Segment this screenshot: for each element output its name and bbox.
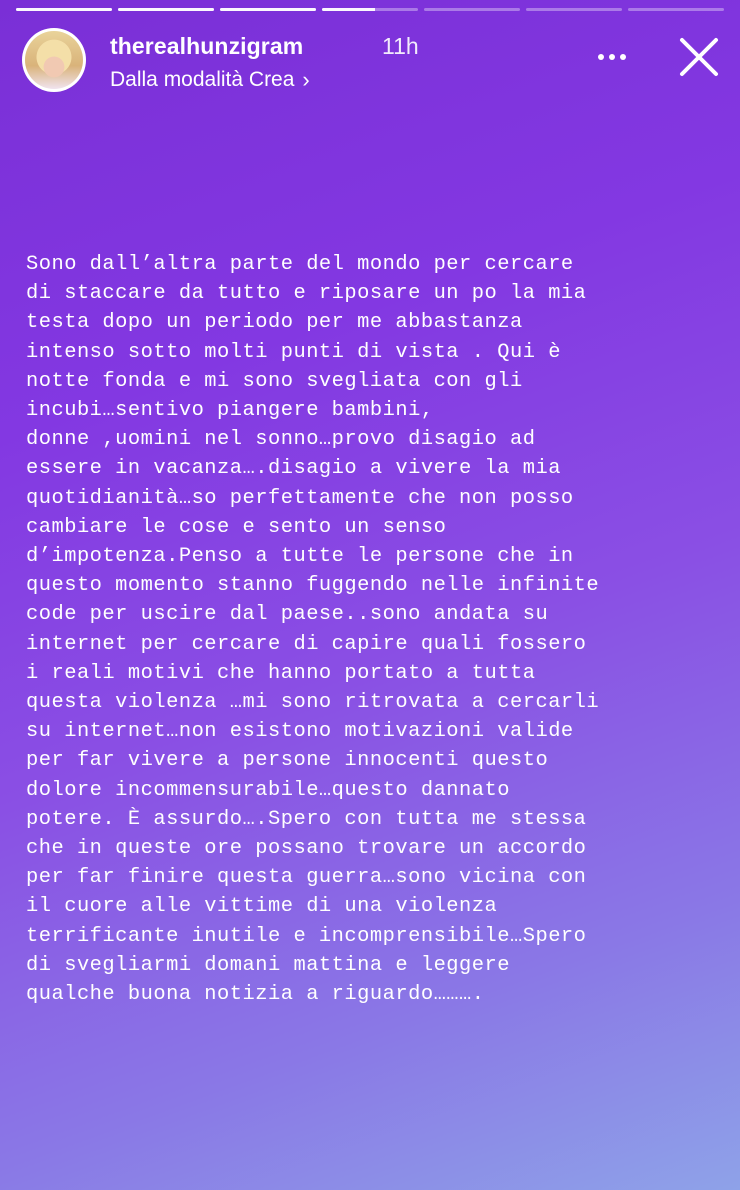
progress-segment-fill bbox=[322, 8, 375, 11]
progress-segment bbox=[424, 8, 520, 11]
avatar[interactable] bbox=[22, 28, 86, 92]
avatar-image bbox=[25, 31, 83, 89]
progress-segment bbox=[118, 8, 214, 11]
story-header bbox=[22, 28, 722, 98]
progress-segment-fill bbox=[118, 8, 214, 11]
progress-segment bbox=[628, 8, 724, 11]
more-dot bbox=[620, 54, 626, 60]
progress-segment bbox=[526, 8, 622, 11]
story-text: Sono dall’altra parte del mondo per cercare di staccare da tutto e riposare un po la mia testa dopo un periodo per me abbastanza intenso sotto molti punti di vista . Qui è notte fonda e mi sono svegliata con gli incubi…sentivo piangere bambini, donne ,uomini nel sonno…provo disagio ad essere in vacanza….disagio a vivere la mia quotidianità…so perfettamente che non posso cambiare le cose e sento un senso d’impotenza.Penso a tutte le persone che in questo momento stanno fuggendo nelle infinite code per uscire dal paese..sono andata su internet per cercare di capire quali fossero i reali motivi che hanno portato a tutta questa violenza …mi sono ritrovata a cercarli su internet…non esistono motivazioni valide per far vivere a persone innocenti questo dolore incommensurabile…questo dannato potere. È assurdo….Spero con tutta me stessa che in queste ore possano trovare un accordo per far finire questa guerra…sono vicina con il cuore alle vittime di una violenza terrificante inutile e incomprensibile…Spero di svegliarmi domani mattina e leggere qualche buona notizia a riguardo………. bbox=[26, 253, 600, 1007]
chevron-right-icon: › bbox=[302, 67, 310, 92]
username[interactable]: therealhunzigram bbox=[110, 33, 304, 59]
close-icon[interactable] bbox=[676, 34, 722, 80]
close-icon-svg bbox=[676, 34, 722, 80]
post-time: 11h bbox=[382, 33, 419, 59]
more-dot bbox=[598, 54, 604, 60]
progress-segment bbox=[322, 8, 418, 11]
create-mode-link[interactable] bbox=[110, 68, 310, 92]
progress-segment bbox=[220, 8, 316, 11]
progress-segment-fill bbox=[16, 8, 112, 11]
more-dot bbox=[609, 54, 615, 60]
progress-segment-fill bbox=[220, 8, 316, 11]
create-mode-label: Dalla modalità Crea bbox=[110, 68, 295, 91]
story-progress-bar bbox=[16, 8, 724, 12]
progress-segment bbox=[16, 8, 112, 11]
more-icon[interactable] bbox=[592, 42, 632, 72]
